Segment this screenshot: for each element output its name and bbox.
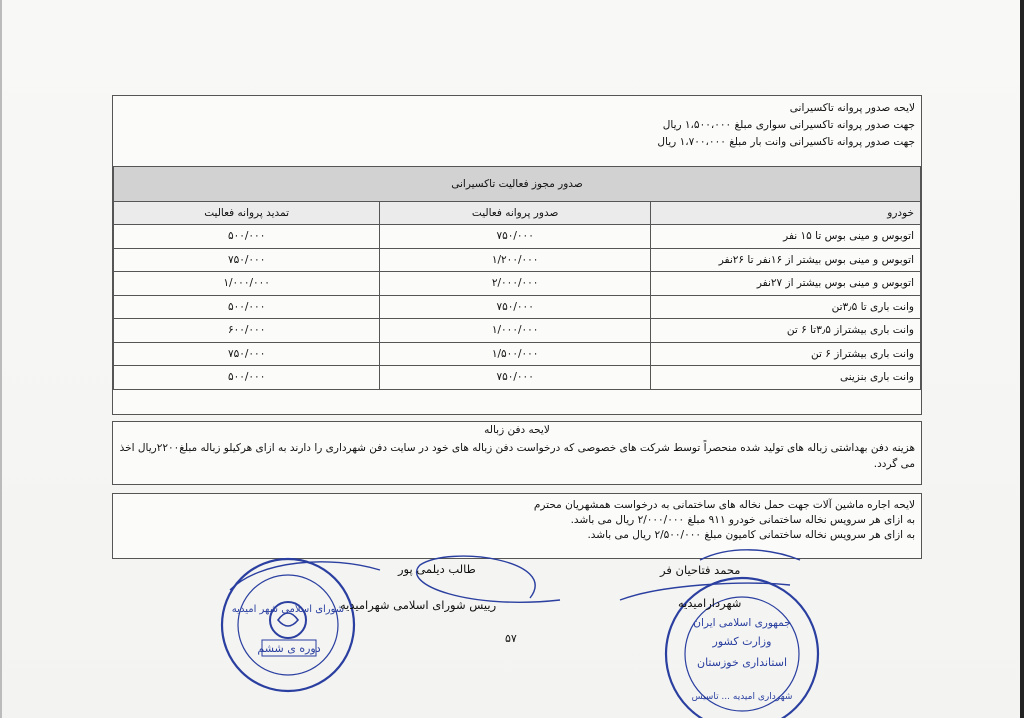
council-head-name: طالب دیلمی پور (398, 562, 476, 576)
renewal-fee-cell: ۵۰۰/۰۰۰ (114, 295, 380, 319)
issue-fee-cell: ۱/۵۰۰/۰۰۰ (380, 342, 651, 366)
tariff-header-line: لایحه صدور پروانه تاکسیرانی (789, 102, 915, 114)
renewal-fee-cell: ۷۵۰/۰۰۰ (114, 342, 380, 366)
stamp-text-line: استانداری خوزستان (696, 656, 788, 669)
table-band-title: صدور مجوز فعالیت تاکسیرانی (114, 167, 921, 202)
council-stamp-term: دوره ی ششم (257, 642, 321, 655)
mayor-title: شهردارامیدیه (678, 596, 742, 610)
council-head-title: رییس شورای اسلامی شهرامیدیه (340, 598, 497, 612)
issue-fee-cell: ۷۵۰/۰۰۰ (380, 225, 651, 249)
col-header-vehicle: خودرو (651, 202, 921, 225)
mayor-name: محمد فتاحیان فر (660, 563, 741, 577)
issue-fee-cell: ۷۵۰/۰۰۰ (380, 366, 651, 390)
burial-text: هزینه دفن بهداشتی زباله های تولید شده منحصراً توسط شرکت های خصوصی که درخواست دفن زباله های خود در سایت دفن شهرداری را دارند به ازای هرکیلو زباله مبلغ۲۲۰۰ریال اخذ می گردد. (119, 442, 915, 470)
vehicle-cell: اتوبوس و مینی بوس تا ۱۵ نفر (651, 225, 921, 249)
machinery-line: لایحه اجاره ماشین آلات جهت حمل نخاله های ساختمانی به درخواست همشهریان محترم (533, 499, 915, 511)
issue-fee-cell: ۷۵۰/۰۰۰ (380, 295, 651, 319)
tariff-header-line: جهت صدور پروانه تاکسیرانی سواری مبلغ ۱،۵۰۰،۰۰۰ ریال (662, 119, 915, 131)
council-stamp (222, 559, 354, 691)
issue-fee-cell: ۱/۰۰۰/۰۰۰ (380, 319, 651, 343)
stamp-text-line: جمهوری اسلامی ایران (693, 617, 791, 629)
burial-title: لایحه دفن زباله (484, 424, 550, 436)
vehicle-cell: وانت باری بیشتراز ۳٫۵تا ۶ تن (651, 319, 921, 343)
vehicle-cell: اتوبوس و مینی بوس بیشتر از ۱۶نفر تا ۲۶نفر (651, 248, 921, 272)
renewal-fee-cell: ۷۵۰/۰۰۰ (114, 248, 380, 272)
col-header-renewal: تمدید پروانه فعالیت (114, 202, 380, 225)
stamp-text-line: وزارت کشور (712, 635, 772, 648)
machinery-line: به ازای هر سرویس نخاله ساختمانی کامیون مبلغ ۲/۵۰۰/۰۰۰ ریال می باشد. (587, 529, 915, 541)
vehicle-cell: وانت باری بنزینی (651, 366, 921, 390)
stamp-text-line: شهرداری امیدیه ... تاسیس (691, 692, 793, 702)
issue-fee-cell: ۱/۲۰۰/۰۰۰ (380, 248, 651, 272)
renewal-fee-cell: ۶۰۰/۰۰۰ (114, 319, 380, 343)
tariff-header-line: جهت صدور پروانه تاکسیرانی وانت بار مبلغ ۱،۷۰۰،۰۰۰ ریال (657, 136, 915, 148)
council-stamp-text: شورای اسلامی شهر امیدیه (231, 604, 345, 615)
page-number: ۵۷ (505, 632, 517, 645)
vehicle-cell: اتوبوس و مینی بوس بیشتر از ۲۷نفر (651, 272, 921, 296)
vehicle-cell: وانت باری بیشتراز ۶ تن (651, 342, 921, 366)
machinery-line: به ازای هر سرویس نخاله ساختمانی خودرو ۹۱۱ مبلغ ۲/۰۰۰/۰۰۰ ریال می باشد. (570, 514, 915, 526)
renewal-fee-cell: ۱/۰۰۰/۰۰۰ (114, 272, 380, 296)
renewal-fee-cell: ۵۰۰/۰۰۰ (114, 225, 380, 249)
issue-fee-cell: ۲/۰۰۰/۰۰۰ (380, 272, 651, 296)
vehicle-cell: وانت باری تا ۳٫۵تن (651, 295, 921, 319)
col-header-issue: صدور پروانه فعالیت (380, 202, 651, 225)
renewal-fee-cell: ۵۰۰/۰۰۰ (114, 366, 380, 390)
